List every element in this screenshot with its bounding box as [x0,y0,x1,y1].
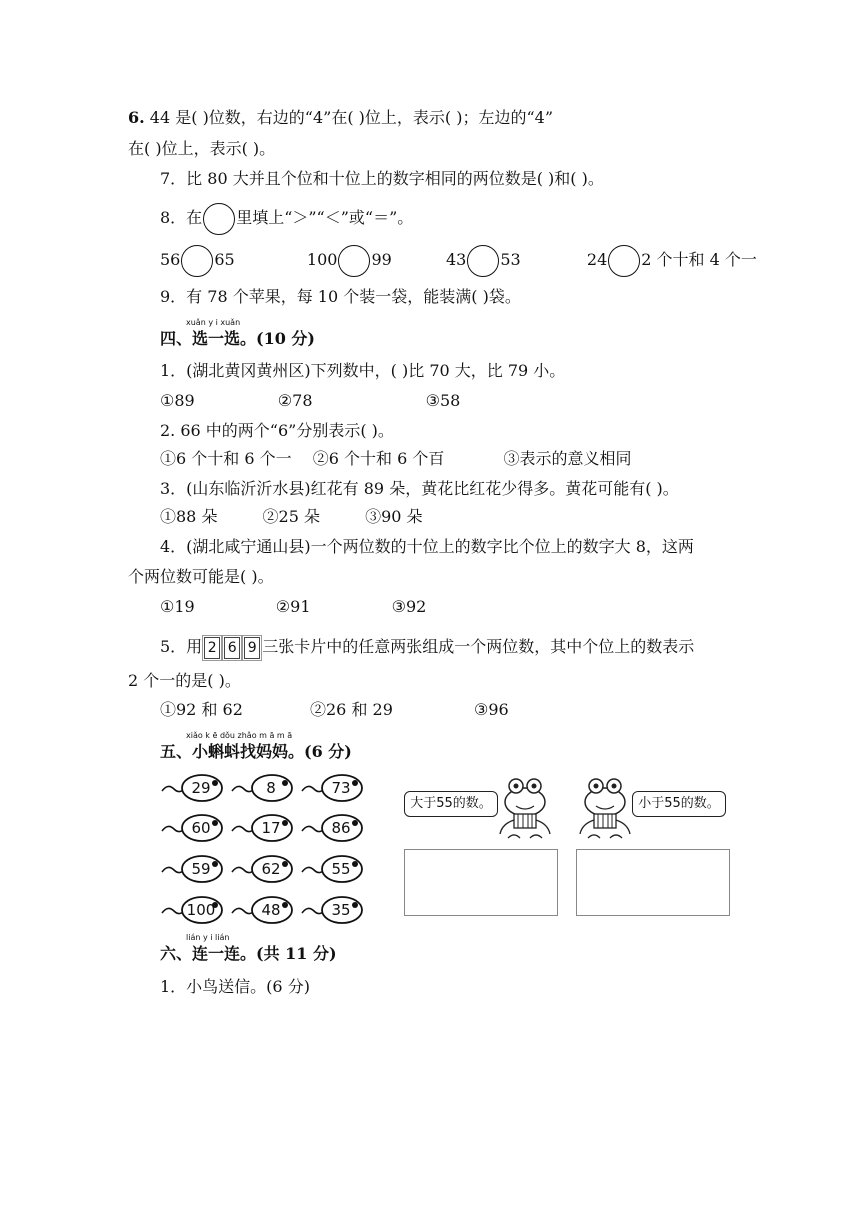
tadpole[interactable] [300,811,366,845]
tadpole-number: 62 [261,860,281,878]
q8-pre: 8．在 [160,208,203,227]
s6-q1: 1．小鸟送信。(6 分) [160,977,310,996]
section5-title: 五、小蝌蚪找妈妈。(6 分) [160,742,352,761]
tadpole-number: 73 [331,779,351,797]
tadpole[interactable] [300,771,366,805]
s4-q4-line2: 个两位数可能是( )。 [128,567,274,586]
section5-pinyin: xiǎo k ē dǒu zhǎo m ā m ā [186,731,293,740]
s4-q2: 2. 66 中的两个“6”分别表示( )。 [160,421,394,440]
tadpole-number: 8 [266,779,276,797]
bubble-less: 小于55的数。 [632,791,726,817]
s4-q5-options: ①92 和 62 ②26 和 29 ③96 [160,700,509,719]
frog-icon [574,772,636,842]
tadpole[interactable] [160,893,226,927]
q8-post: 里填上“＞”“＜”或“＝”。 [236,208,414,227]
tadpole-number: 29 [191,779,211,797]
s4-q2-options: ①6 个十和 6 个一 ②6 个十和 6 个百 ③表示的意义相同 [160,449,632,468]
s4-q1-options: ①89 ②78 ③58 [160,391,461,410]
q6-line2: 在( )位上，表示( )。 [128,139,276,158]
q9: 9．有 78 个苹果，每 10 个装一袋，能装满( )袋。 [160,287,521,306]
tadpole-number: 17 [261,819,281,837]
q7: 7．比 80 大并且个位和十位上的数字相同的两位数是( )和( )。 [160,169,604,188]
section4-title: 四、选一选。(10 分) [160,329,315,348]
q8-items: 56 65 100 99 43 53 24 2 个十和 4 个一 [160,243,757,277]
compare-circle-1[interactable] [181,245,213,277]
q8 [160,201,413,235]
tadpole[interactable] [160,811,226,845]
compare-circle-3[interactable] [467,245,499,277]
compare-circle-4[interactable] [608,245,640,277]
tadpole-number: 48 [261,901,281,919]
s4-q3-options: ①88 朵 ②25 朵 ③90 朵 [160,507,423,526]
s4-q5: 5．用 2 6 9 三张卡片中的任意两张组成一个两位数，其中个位上的数表示 [160,636,694,659]
tadpole-number: 35 [331,901,351,919]
section4-pinyin: xuǎn y i xuǎn [186,318,241,327]
s4-q5-line2: 2 个一的是( )。 [128,671,241,690]
tadpole[interactable] [300,852,366,886]
tadpole-number: 100 [186,901,216,919]
answer-circle[interactable] [203,203,235,235]
answer-box-less[interactable] [576,849,730,916]
bubble-greater: 大于55的数。 [404,791,498,817]
answer-box-greater[interactable] [404,849,558,916]
tadpole-number: 59 [191,860,211,878]
tadpole[interactable] [230,771,296,805]
s4-q3: 3．(山东临沂沂水县)红花有 89 朵，黄花比红花少得多。黄花可能有( )。 [160,479,679,498]
tadpole-number: 60 [191,819,211,837]
digit-card: 2 [204,637,220,659]
tadpole[interactable] [230,811,296,845]
s4-q4-line1: 4．(湖北咸宁通山县)一个两位数的十位上的数字比个位上的数字大 8，这两 [160,537,694,556]
q6-line1: 6. 44 是( )位数，右边的“4”在( )位上，表示( )；左边的“4” [128,108,554,127]
tadpole[interactable] [160,852,226,886]
s4-q4-options: ①19 ②91 ③92 [160,597,427,616]
tadpole[interactable] [300,893,366,927]
tadpole[interactable] [230,893,296,927]
frog-icon [494,772,556,842]
tadpole[interactable] [230,852,296,886]
s4-q1: 1．(湖北黄冈黄州区)下列数中，( )比 70 大，比 79 小。 [160,361,566,380]
digit-card: 6 [224,637,240,659]
section6-pinyin: lián y i lián [186,933,230,942]
compare-circle-2[interactable] [338,245,370,277]
tadpole[interactable] [160,771,226,805]
section6-title: 六、连一连。(共 11 分) [160,944,337,963]
digit-card: 9 [244,637,260,659]
tadpole-number: 55 [331,860,351,878]
tadpole-number: 86 [331,819,351,837]
